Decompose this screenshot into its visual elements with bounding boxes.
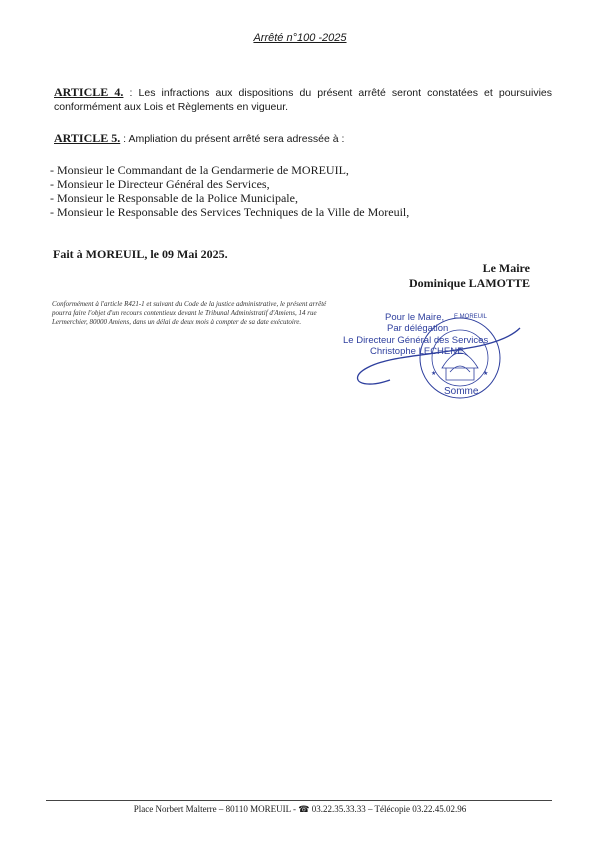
svg-text:★: ★ <box>483 371 489 377</box>
place-date: Fait à MOREUIL, le 09 Mai 2025. <box>53 247 228 261</box>
article-5-text: : Ampliation du présent arrêté sera adressée à : <box>120 133 345 145</box>
article-4-text: : Les infractions aux dispositions du présent arrêté seront constatées et poursuivies conformément aux Lois et Règlements en vigueur. <box>54 87 552 113</box>
article-5-label: ARTICLE 5. <box>54 131 121 145</box>
article-4-label: ARTICLE 4. <box>54 85 124 99</box>
footer-contact: 03.22.35.33.33 – Télécopie 03.22.45.02.96 <box>309 804 467 814</box>
list-item: - Monsieur le Directeur Général des Services, <box>50 177 270 191</box>
stamp-line: Le Directeur Général des Services <box>343 335 489 346</box>
signatory-name: Dominique LAMOTTE <box>408 276 530 290</box>
seal-label: Somme <box>444 386 479 397</box>
stamp-line: Par délégation <box>387 323 449 334</box>
list-item: - Monsieur le Responsable de la Police Municipale, <box>50 191 298 205</box>
phone-icon: ☎ <box>298 804 310 814</box>
legal-notice: Conformément à l'article R421-1 et suivant du Code de la justice administrative, le présent arrêté pourra faire l'objet d'un recours contentieux devant le Tribunal Administratif d'Amiens, 14 rue Lermerchier, 80000 Amiens, dans un délai de deux mois à compter de sa date exécutoire. <box>52 300 327 326</box>
article-4 <box>54 85 552 114</box>
svg-text:★: ★ <box>431 371 437 377</box>
svg-text:E MOREUIL: E MOREUIL <box>454 314 488 320</box>
list-item: - Monsieur le Commandant de la Gendarmerie de MOREUIL, <box>50 163 349 177</box>
footer <box>0 804 600 815</box>
article-5 <box>54 131 552 146</box>
document-reference: Arrêté n°100 -2025 <box>253 32 347 44</box>
recipients-list <box>50 163 409 219</box>
signatory-title: Le Maire <box>482 261 530 275</box>
footer-divider <box>46 800 552 801</box>
list-item: - Monsieur le Responsable des Services Techniques de la Ville de Moreuil, <box>50 205 410 219</box>
delegation-stamp <box>330 308 530 408</box>
stamp-line: Christophe LECHENE <box>370 346 464 357</box>
footer-address: Place Norbert Malterre – 80110 MOREUIL - <box>133 804 299 814</box>
stamp-line: Pour le Maire, <box>385 312 445 323</box>
